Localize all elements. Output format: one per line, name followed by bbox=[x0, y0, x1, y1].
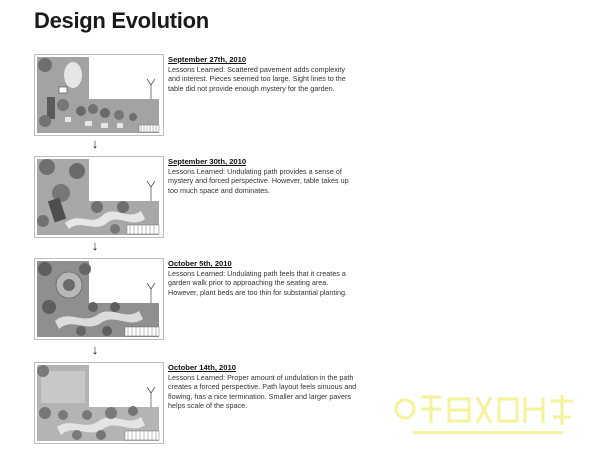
garden-plan-image-2 bbox=[34, 156, 164, 238]
watermark-logo bbox=[393, 387, 583, 439]
down-arrow-icon: ↓ bbox=[91, 238, 99, 253]
stage-note-2 bbox=[168, 157, 358, 195]
stage-text-3: Lessons Learned: Undulating path feels that it creates a garden walk prior to approaching the seating area. However, plant beds are too thin for substantial planting. bbox=[168, 268, 347, 297]
stage-date-3: October 5th, 2010 bbox=[168, 259, 232, 268]
stage-date-1: September 27th, 2010 bbox=[168, 55, 247, 64]
garden-plan-image-1 bbox=[34, 54, 164, 136]
stage-text-2: Lessons Learned: Undulating path provides a sense of mystery and forced perspective. However, table takes up too much space and dominates. bbox=[168, 166, 349, 195]
garden-plan-image-3 bbox=[34, 258, 164, 340]
stage-note-1 bbox=[168, 55, 358, 93]
stage-note-4 bbox=[168, 363, 358, 411]
stage-text-4: Lessons Learned: Proper amount of undulation in the path creates a forced perspective. Path layout feels sinuous and flowing, has a nice termination. Smaller and larger pavers helps scale of the space. bbox=[168, 372, 357, 411]
down-arrow-icon: ↓ bbox=[91, 136, 99, 151]
stage-note-3 bbox=[168, 259, 358, 297]
stage-date-4: October 14th, 2010 bbox=[168, 363, 236, 372]
page-title: Design Evolution bbox=[34, 8, 209, 33]
down-arrow-icon: ↓ bbox=[91, 342, 99, 357]
garden-plan-image-4 bbox=[34, 362, 164, 444]
stage-date-2: September 30th, 2010 bbox=[168, 157, 247, 166]
stage-text-1: Lessons Learned: Scattered pavement adds complexity and interest. Pieces seemed too large. Sight lines to the table did not provide enough mystery for the garden. bbox=[168, 64, 346, 93]
